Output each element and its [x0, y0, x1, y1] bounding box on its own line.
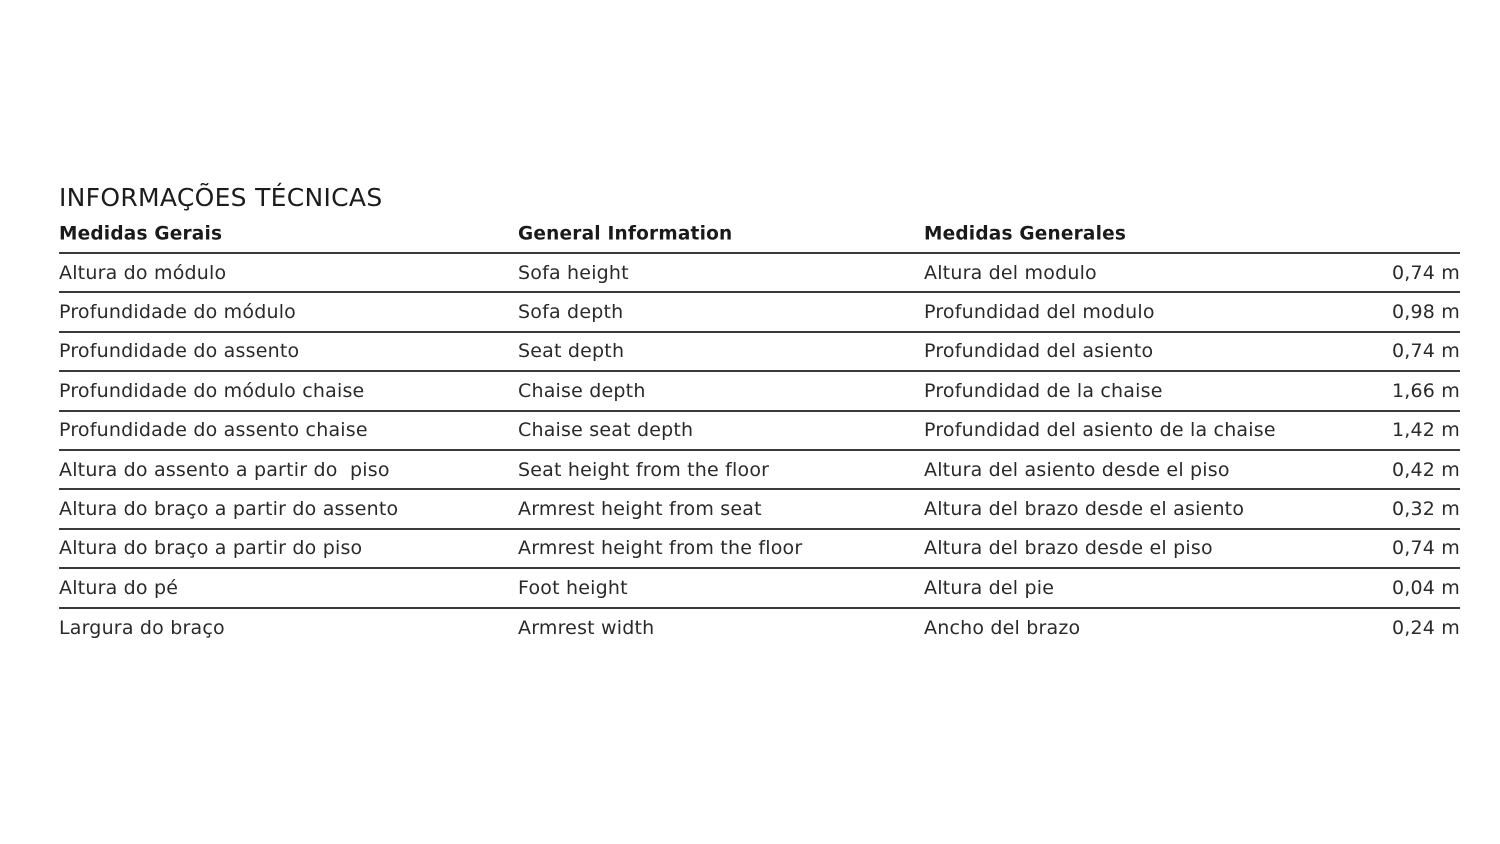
table-row	[59, 490, 1460, 529]
cell-spanish: Altura del modulo	[924, 261, 1097, 284]
cell-value: 0,74 m	[1391, 261, 1460, 284]
cell-value: 0,32 m	[1391, 498, 1460, 521]
table-row	[59, 569, 1460, 608]
cell-portuguese: Profundidade do assento	[59, 340, 300, 363]
table-row	[59, 609, 1460, 648]
cell-portuguese: Altura do braço a partir do piso	[59, 537, 363, 560]
cell-portuguese: Profundidade do módulo	[59, 301, 297, 324]
table-row	[59, 451, 1460, 490]
table-row	[59, 333, 1460, 372]
cell-value: 0,24 m	[1391, 617, 1460, 640]
cell-portuguese: Profundidade do assento chaise	[59, 419, 368, 442]
header-spanish: Medidas Generales	[924, 223, 1127, 245]
cell-value: 1,42 m	[1391, 419, 1460, 442]
page-title: INFORMAÇÕES TÉCNICAS	[59, 183, 383, 212]
table-row	[59, 412, 1460, 451]
cell-portuguese: Altura do assento a partir do piso	[59, 458, 390, 481]
cell-portuguese: Altura do braço a partir do assento	[59, 498, 399, 521]
cell-english: Armrest height from the floor	[518, 537, 803, 560]
cell-spanish: Altura del pie	[924, 576, 1055, 599]
cell-value: 0,42 m	[1391, 458, 1460, 481]
cell-english: Armrest width	[518, 617, 655, 640]
cell-spanish: Altura del asiento desde el piso	[924, 458, 1230, 481]
cell-english: Chaise depth	[518, 379, 646, 402]
cell-english: Sofa height	[518, 261, 629, 284]
cell-english: Sofa depth	[518, 301, 624, 324]
cell-value: 0,74 m	[1391, 340, 1460, 363]
cell-portuguese: Altura do módulo	[59, 261, 227, 284]
cell-spanish: Altura del brazo desde el asiento	[924, 498, 1245, 521]
cell-english: Armrest height from seat	[518, 498, 762, 521]
table-row	[59, 254, 1460, 293]
cell-spanish: Profundidad del modulo	[924, 301, 1155, 324]
table-row	[59, 293, 1460, 332]
cell-value: 0,98 m	[1391, 301, 1460, 324]
table-header-row	[59, 216, 1460, 254]
header-portuguese: Medidas Gerais	[59, 223, 223, 245]
cell-spanish: Ancho del brazo	[924, 617, 1081, 640]
cell-spanish: Profundidad del asiento	[924, 340, 1154, 363]
cell-english: Chaise seat depth	[518, 419, 694, 442]
cell-spanish: Altura del brazo desde el piso	[924, 537, 1213, 560]
table-row	[59, 530, 1460, 569]
cell-value: 0,74 m	[1391, 537, 1460, 560]
cell-portuguese: Profundidade do módulo chaise	[59, 379, 365, 402]
technical-info-sheet	[59, 180, 1460, 648]
cell-value: 0,04 m	[1391, 576, 1460, 599]
cell-english: Foot height	[518, 576, 628, 599]
header-english: General Information	[518, 223, 733, 245]
cell-english: Seat depth	[518, 340, 625, 363]
cell-spanish: Profundidad de la chaise	[924, 379, 1163, 402]
table-row	[59, 372, 1460, 411]
cell-value: 1,66 m	[1391, 379, 1460, 402]
cell-spanish: Profundidad del asiento de la chaise	[924, 419, 1276, 442]
cell-english: Seat height from the floor	[518, 458, 770, 481]
cell-portuguese: Largura do braço	[59, 617, 225, 640]
cell-portuguese: Altura do pé	[59, 576, 179, 599]
